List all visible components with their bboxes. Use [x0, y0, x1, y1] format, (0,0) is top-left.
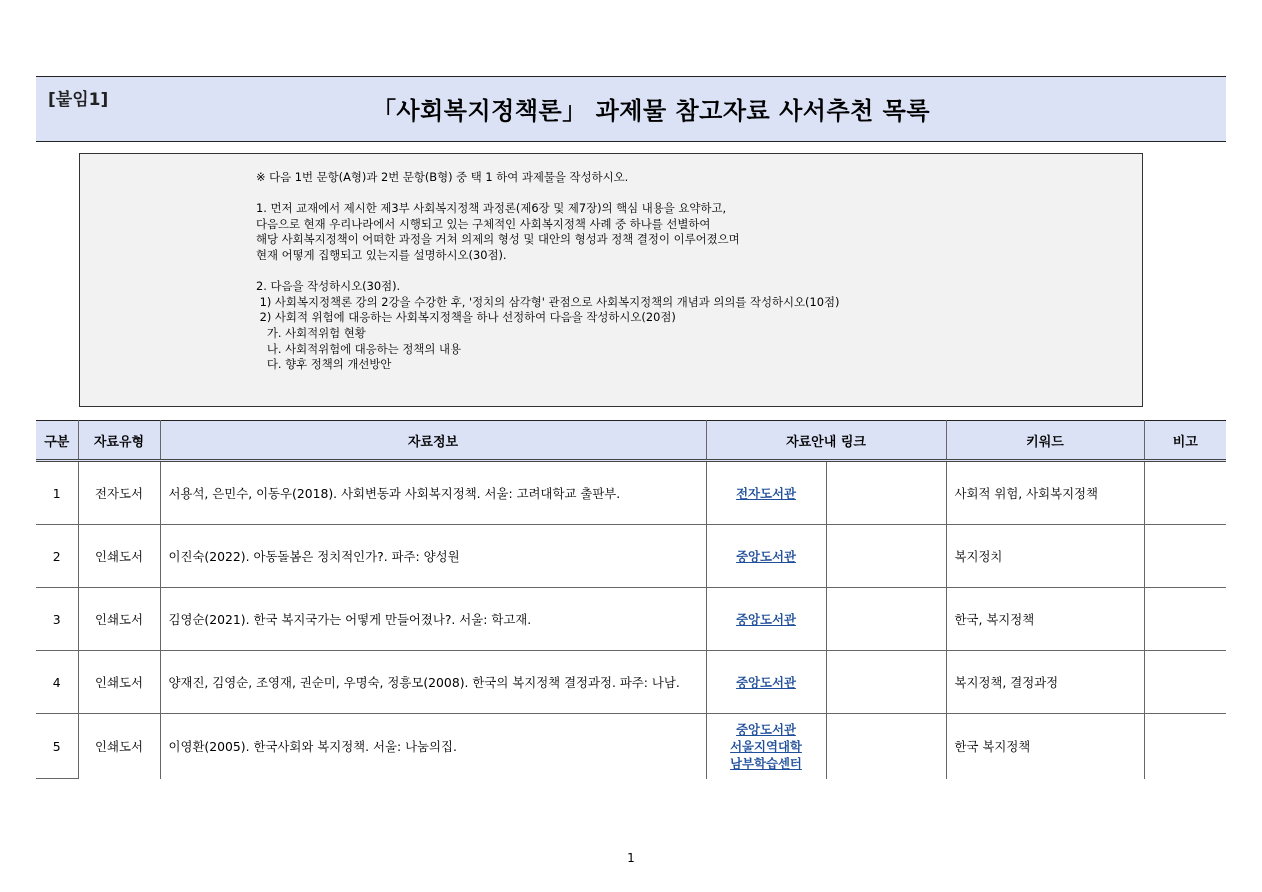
row-number: 3: [36, 588, 78, 651]
material-info: 이영환(2005). 한국사회와 복지정책. 서울: 나눔의집.: [160, 714, 706, 779]
instruction-line: 2) 사회적 위험에 대응하는 사회복지정책을 하나 선정하여 다음을 작성하시오(20점): [256, 310, 676, 325]
instruction-line: 현재 어떻게 집행되고 있는지를 설명하시오(30점).: [256, 247, 507, 262]
instruction-line: [256, 186, 1142, 202]
library-link[interactable]: 중앙도서관: [736, 674, 796, 690]
keywords: 한국 복지정책: [946, 714, 1144, 779]
empty-link-cell: [826, 714, 946, 779]
guide-link-cell: [706, 588, 826, 651]
instruction-line: 1. 먼저 교재에서 제시한 제3부 사회복지정책 과정론(제6장 및 제7장)의 핵심 내용을 요약하고,: [256, 201, 727, 216]
note: [1144, 461, 1226, 525]
guide-link-cell: [706, 714, 826, 779]
material-info: 서용석, 은민수, 이동우(2018). 사회변동과 사회복지정책. 서울: 고려대학교 출판부.: [160, 461, 706, 525]
reference-table: [36, 420, 1226, 779]
note: [1144, 588, 1226, 651]
guide-link-cell: [706, 651, 826, 714]
header-link: 자료안내 링크: [706, 421, 946, 461]
material-type: 인쇄도서: [78, 588, 160, 651]
attachment-label: [붙임1]: [48, 90, 109, 110]
guide-link-cell: [706, 525, 826, 588]
material-info: 양재진, 김영순, 조영재, 권순미, 우명숙, 정흥모(2008). 한국의 복지정책 결정과정. 파주: 나남.: [160, 651, 706, 714]
header-info: 자료정보: [160, 421, 706, 461]
library-link[interactable]: 남부학습센터: [730, 755, 802, 771]
instruction-box: [79, 153, 1143, 407]
instruction-line: 다음으로 현재 우리나라에서 시행되고 있는 구체적인 사회복지정책 사례 중 하나를 선별하여: [256, 216, 711, 231]
instruction-line: 1) 사회복지정책론 강의 2강을 수강한 후, '정치의 삼각형' 관점으로 사회복지정책의 개념과 의의를 작성하시오(10점): [256, 294, 840, 309]
page-title: 「사회복지정책론」 과제물 참고자료 사서추천 목록: [371, 97, 931, 125]
page-number: 1: [627, 851, 635, 865]
instruction-line: 나. 사회적위험에 대응하는 정책의 내용: [256, 341, 462, 356]
table-row: [36, 714, 1226, 779]
header-no: 구분: [36, 421, 78, 461]
empty-link-cell: [826, 651, 946, 714]
instruction-line: 가. 사회적위험 현황: [256, 325, 366, 340]
table-header-row: [36, 421, 1226, 461]
instruction-line: [256, 264, 1142, 280]
row-number: 2: [36, 525, 78, 588]
header-note: 비고: [1144, 421, 1226, 461]
row-number: 4: [36, 651, 78, 714]
note: [1144, 651, 1226, 714]
library-link[interactable]: 중앙도서관: [736, 611, 796, 627]
library-link[interactable]: 중앙도서관: [736, 721, 796, 737]
keywords: 복지정책, 결정과정: [946, 651, 1144, 714]
table-row: [36, 525, 1226, 588]
title-banner: [36, 76, 1226, 142]
material-type: 인쇄도서: [78, 525, 160, 588]
note: [1144, 525, 1226, 588]
row-number: 1: [36, 461, 78, 525]
note: [1144, 714, 1226, 779]
material-info: 이진숙(2022). 아동돌봄은 정치적인가?. 파주: 양성원: [160, 525, 706, 588]
library-link[interactable]: 중앙도서관: [736, 548, 796, 564]
material-info: 김영순(2021). 한국 복지국가는 어떻게 만들어졌나?. 서울: 학고재.: [160, 588, 706, 651]
material-type: 인쇄도서: [78, 714, 160, 779]
material-type: 인쇄도서: [78, 651, 160, 714]
empty-link-cell: [826, 461, 946, 525]
instruction-line: 해당 사회복지정책이 어떠한 과정을 거쳐 의제의 형성 및 대안의 형성과 정책 결정이 이루어졌으며: [256, 232, 740, 247]
header-type: 자료유형: [78, 421, 160, 461]
empty-link-cell: [826, 588, 946, 651]
material-type: 전자도서: [78, 461, 160, 525]
header-keywords: 키워드: [946, 421, 1144, 461]
empty-link-cell: [826, 525, 946, 588]
instruction-line: 다. 향후 정책의 개선방안: [256, 357, 392, 372]
table-row: [36, 588, 1226, 651]
keywords: 한국, 복지정책: [946, 588, 1144, 651]
keywords: 사회적 위험, 사회복지정책: [946, 461, 1144, 525]
table-row: [36, 651, 1226, 714]
guide-link-cell: [706, 461, 826, 525]
library-link[interactable]: 전자도서관: [736, 485, 796, 501]
keywords: 복지정치: [946, 525, 1144, 588]
library-link[interactable]: 서울지역대학: [730, 738, 802, 754]
instruction-line: ※ 다음 1번 문항(A형)과 2번 문항(B형) 중 택 1 하여 과제물을 작성하시오.: [256, 170, 629, 184]
row-number: 5: [36, 714, 78, 779]
table-row: [36, 461, 1226, 525]
instruction-line: 2. 다음을 작성하시오(30점).: [256, 279, 401, 294]
